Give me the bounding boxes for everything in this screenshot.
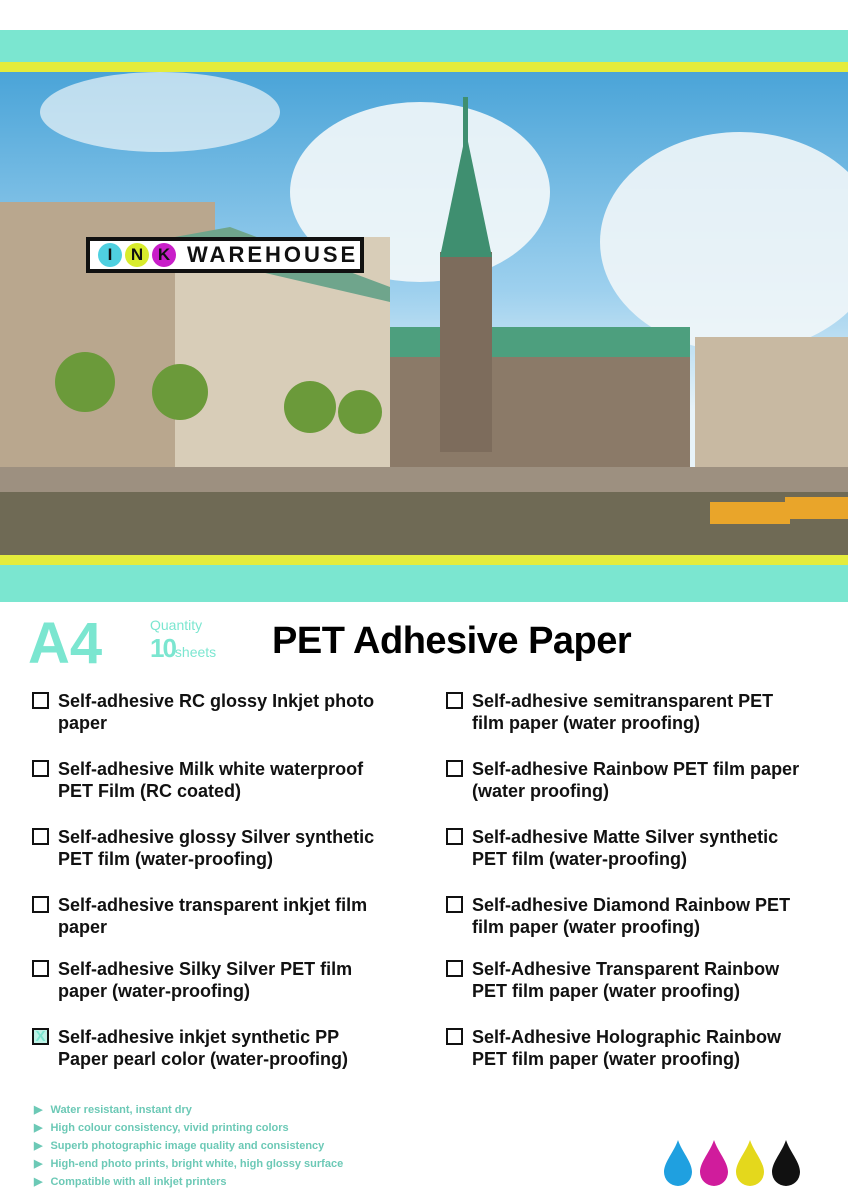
feature-item <box>34 1121 289 1134</box>
yellow-stripe <box>0 555 848 565</box>
ink-drop-icon <box>700 1140 728 1186</box>
option-label: Self-adhesive glossy Silver synthetic PET film (water-proofing) <box>58 827 375 869</box>
paper-type-option[interactable] <box>32 758 392 802</box>
city-scene-illustration <box>0 72 848 556</box>
paper-type-option[interactable] <box>32 1026 392 1070</box>
feature-text: High colour consistency, vivid printing colors <box>50 1122 289 1134</box>
feature-item <box>34 1139 324 1152</box>
option-label: Self-adhesive Milk white waterproof PET Film (RC coated) <box>58 759 364 801</box>
quantity-unit: sheets <box>174 644 217 660</box>
yellow-stripe <box>0 62 848 72</box>
feature-item <box>34 1103 192 1116</box>
checkbox[interactable] <box>32 828 49 845</box>
paper-type-option[interactable] <box>446 690 806 734</box>
checkbox[interactable] <box>446 896 463 913</box>
option-label: Self-adhesive Silky Silver PET film paper (water-proofing) <box>58 959 353 1001</box>
product-title: PET Adhesive Paper <box>272 620 632 662</box>
option-label: Self-adhesive semitransparent PET film paper (water proofing) <box>472 691 774 733</box>
paper-type-option[interactable] <box>32 958 392 1002</box>
ink-drop-icons <box>664 1138 818 1188</box>
paper-type-option[interactable] <box>446 826 806 870</box>
paper-type-option[interactable] <box>32 690 392 734</box>
feature-text: Compatible with all inkjet printers <box>50 1176 227 1188</box>
feature-text: Water resistant, instant dry <box>50 1104 192 1116</box>
option-label: Self-adhesive Diamond Rainbow PET film paper (water proofing) <box>472 895 791 937</box>
ink-drop-icon <box>772 1140 800 1186</box>
logo-letter-i: I <box>98 243 122 267</box>
arrow-icon: ▶ <box>34 1122 43 1134</box>
checkbox[interactable]: X <box>32 1028 49 1045</box>
feature-item <box>34 1157 343 1170</box>
paper-type-option[interactable] <box>446 758 806 802</box>
paper-type-option[interactable] <box>446 1026 806 1070</box>
city-hall-photo <box>0 72 848 556</box>
checkbox[interactable] <box>32 896 49 913</box>
ink-drops <box>664 1138 818 1188</box>
top-teal-band <box>0 30 848 63</box>
option-label: Self-Adhesive Transparent Rainbow PET film paper (water proofing) <box>472 959 780 1001</box>
option-label: Self-adhesive Matte Silver synthetic PET film (water-proofing) <box>472 827 779 869</box>
arrow-icon: ▶ <box>34 1158 43 1170</box>
bottom-teal-band <box>0 565 848 602</box>
feature-text: Superb photographic image quality and consistency <box>50 1140 325 1152</box>
paper-type-option[interactable] <box>446 894 806 938</box>
checkbox[interactable] <box>32 692 49 709</box>
quantity-count: 10 <box>150 633 175 663</box>
arrow-icon: ▶ <box>34 1176 43 1188</box>
ink-warehouse-logo <box>86 237 364 273</box>
checkbox[interactable] <box>32 760 49 777</box>
logo-letter-k: K <box>152 243 176 267</box>
paper-type-option[interactable] <box>446 958 806 1002</box>
paper-type-option[interactable] <box>32 894 392 938</box>
option-label: Self-adhesive Rainbow PET film paper (water proofing) <box>472 759 800 801</box>
checkbox[interactable] <box>446 692 463 709</box>
checkbox[interactable] <box>32 960 49 977</box>
ink-drop-icon <box>664 1140 692 1186</box>
feature-item <box>34 1175 227 1188</box>
option-label: Self-adhesive RC glossy Inkjet photo paper <box>58 691 375 733</box>
quantity <box>150 617 216 664</box>
arrow-icon: ▶ <box>34 1140 43 1152</box>
logo-word: WAREHOUSE <box>187 242 359 267</box>
checkbox[interactable] <box>446 760 463 777</box>
option-label: Self-Adhesive Holographic Rainbow PET film paper (water proofing) <box>472 1027 782 1069</box>
checkbox[interactable] <box>446 960 463 977</box>
paper-type-option[interactable] <box>32 826 392 870</box>
option-label: Self-adhesive transparent inkjet film paper <box>58 895 368 937</box>
checkbox[interactable] <box>446 1028 463 1045</box>
logo-letter-n: N <box>125 243 149 267</box>
ink-drop-icon <box>736 1140 764 1186</box>
option-label: Self-adhesive inkjet synthetic PP Paper pearl color (water-proofing) <box>58 1027 349 1069</box>
checkbox[interactable] <box>446 828 463 845</box>
arrow-icon: ▶ <box>34 1104 43 1116</box>
feature-text: High-end photo prints, bright white, high glossy surface <box>50 1158 344 1170</box>
quantity-label: Quantity <box>150 617 203 633</box>
paper-size: A4 <box>28 611 103 676</box>
